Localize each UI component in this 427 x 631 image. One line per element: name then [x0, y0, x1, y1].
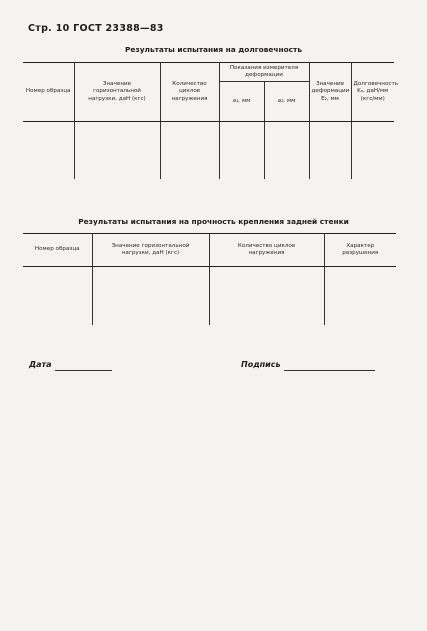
col-sample: Номер образца [23, 63, 74, 122]
table1-cell [264, 122, 309, 179]
table1-cell [160, 122, 219, 179]
table1-cell [74, 122, 160, 179]
col2-load: Значение горизонтальной нагрузки, даН (кгс) [92, 234, 209, 267]
attachment-strength-table [23, 233, 396, 325]
col-deform-value: Значение деформации E₂, мм [309, 63, 351, 122]
table2-title: Результаты испытания на прочность крепления задней стенки [78, 217, 349, 226]
col-a1: a₁, мм [219, 82, 264, 122]
col2-sample: Номер образца [23, 234, 92, 267]
col-cycles: Количество циклов нагружения [160, 63, 219, 122]
date-label: Дата [29, 360, 52, 369]
col-deform-group: Показания измерителя деформации [219, 63, 309, 82]
col-a2: a₂, мм [264, 82, 309, 122]
table1-cell [351, 122, 394, 179]
table1-title: Результаты испытания на долговечность [124, 45, 302, 54]
page-header: Стр. 10 ГОСТ 23388—83 [28, 23, 164, 34]
durability-table [23, 62, 398, 179]
col-load: Значение горизонтальной нагрузки, даН (кгс) [74, 63, 160, 122]
signature-label: Подпись [241, 360, 281, 369]
col2-cycles: Количество циклов нагружения [209, 234, 324, 267]
table2-cell [209, 267, 324, 325]
table1-cell [309, 122, 351, 179]
signature-line [284, 370, 375, 371]
table1-cell [23, 122, 74, 179]
col2-character: Характер разрушения [324, 234, 396, 267]
date-line [55, 370, 112, 371]
table1-cell [219, 122, 264, 179]
col-durability: Долговечность Kₐ, даН/мм (кгс/мм) [351, 63, 394, 122]
table2-cell [92, 267, 209, 325]
table2-cell [23, 267, 92, 325]
table2-cell [324, 267, 396, 325]
